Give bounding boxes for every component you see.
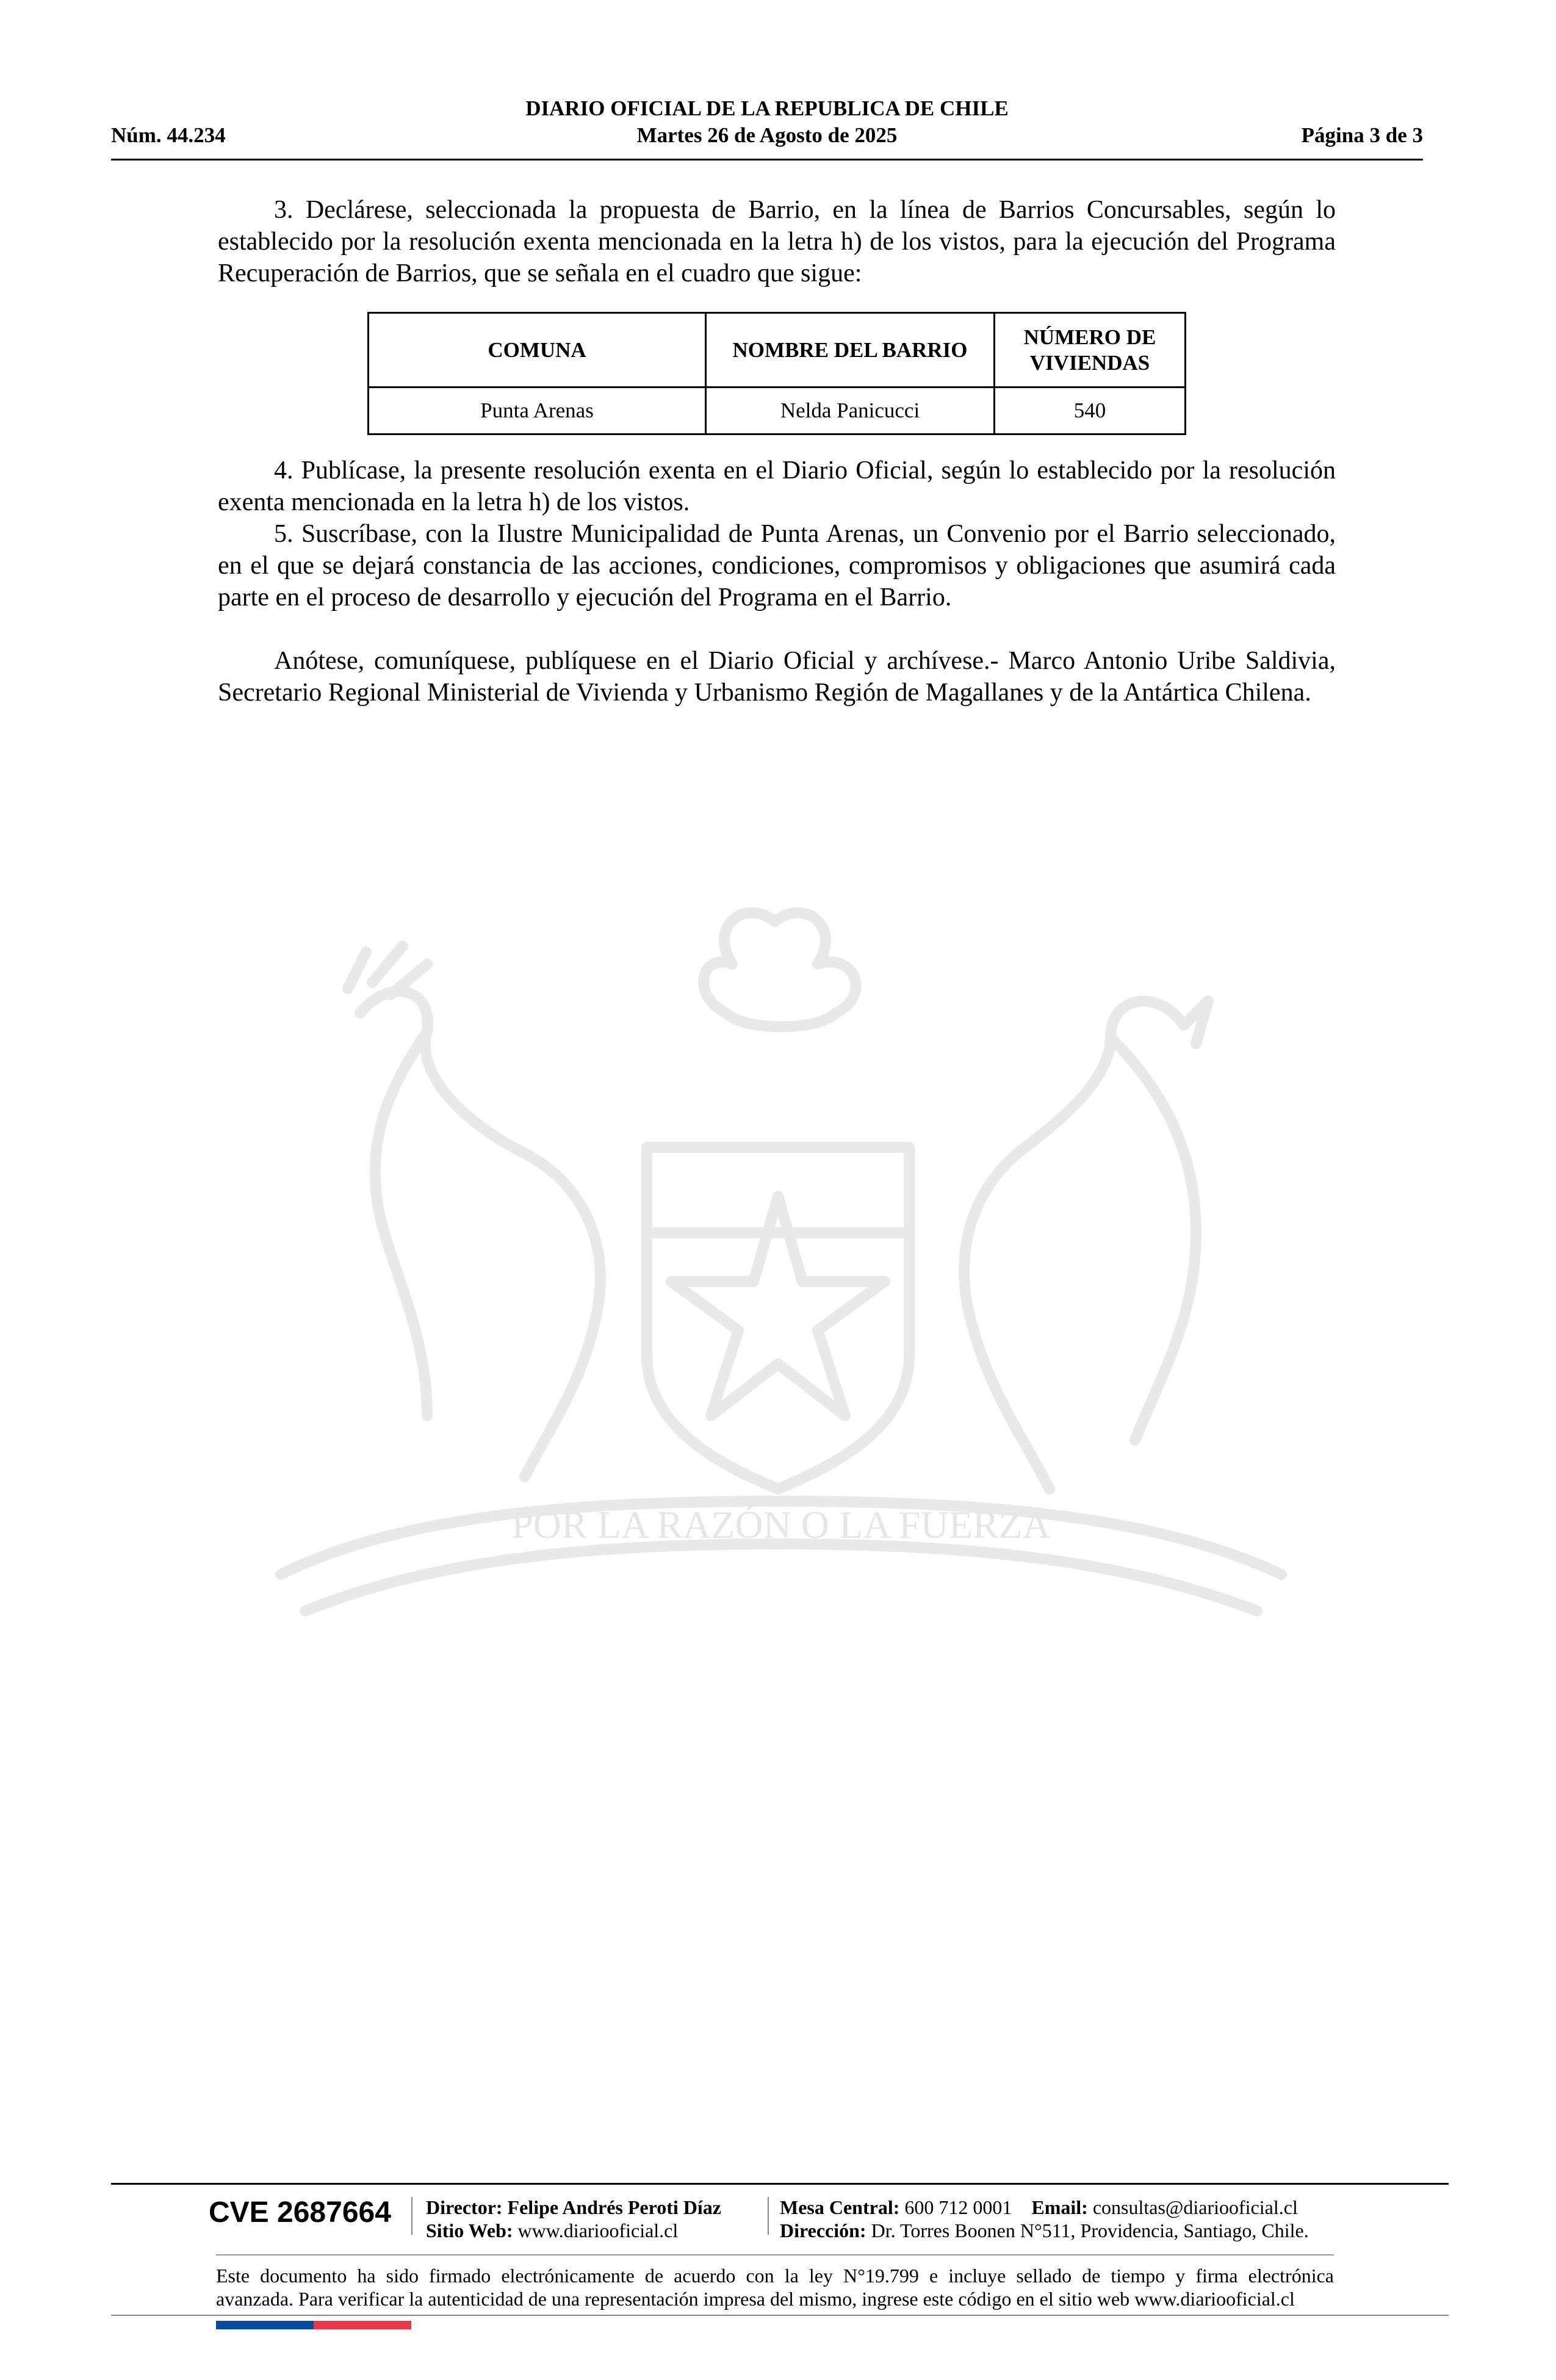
cell-comuna: Punta Arenas [369,388,706,435]
cell-nombre: Nelda Panicucci [706,388,995,435]
newspaper-title: DIARIO OFICIAL DE LA REPUBLICA DE CHILE [525,96,1009,120]
address-value: Dr. Torres Boonen N°511, Providencia, Santiago, Chile. [871,2220,1309,2241]
page-header [111,93,1423,160]
address-label: Dirección: [780,2220,866,2241]
footer-note-line-1: Este documento ha sido firmado electrónicamente de acuerdo con la ley N°19.799 e incluye sellado de tiempo y firma electrónica [216,2265,1334,2287]
web-label: Sitio Web: [426,2220,513,2241]
column-header-viviendas: NÚMERO DE VIVIENDAS [995,313,1186,388]
motto-text: POR LA RAZÓN O LA FUERZA [511,1503,1051,1546]
paragraph-4: 4. Publícase, la presente resolución exenta en el Diario Oficial, según lo establecido por la resolución exenta mencionada en la letra h) de los vistos. [218,456,1336,516]
closing-paragraph: Anótese, comuníquese, publíquese en el Diario Oficial y archívese.- Marco Antonio Uribe Saldivia, Secretario Regional Ministerial de Vivienda y Urbanismo Región de Magallanes y de la Antártica Chilena. [218,647,1336,707]
email-label: Email: [1031,2196,1088,2218]
flag-bar-red [314,2321,411,2329]
table-container [218,289,1336,455]
phone-label: Mesa Central: [780,2196,900,2218]
web-link[interactable]: www.diariooficial.cl [517,2220,679,2241]
footer-bottom-rule [111,2315,1449,2316]
phone-value: 600 712 0001 [904,2196,1012,2218]
issue-date: Martes 26 de Agosto de 2025 [636,123,898,147]
cell-viviendas: 540 [995,388,1186,435]
barrio-table [367,312,1186,435]
page-indicator: Página 3 de 3 [1301,123,1423,147]
page-footer [111,2183,1449,2331]
column-header-comuna: COMUNA [369,313,706,388]
email-link[interactable]: consultas@diariooficial.cl [1092,2196,1298,2218]
director-label: Director: [426,2196,503,2218]
chile-coat-of-arms-icon [207,891,1355,1672]
spacer [218,613,1336,645]
director-name: Felipe Andrés Peroti Díaz [507,2196,721,2218]
footer-divider [411,2197,412,2235]
footer-director-block [426,2196,721,2242]
flag-bar-blue [216,2321,314,2329]
table-header-row [369,313,1186,388]
footer-contact-block [780,2196,1309,2242]
footer-divider [768,2197,769,2235]
issue-number: Núm. 44.234 [111,123,226,147]
footer-rule [216,2254,1334,2256]
table-row [369,388,1186,435]
footer-note-line-2: avanzada. Para verificar la autenticidad de una representación impresa del mismo, ingrese este código en el sitio web www.diariooficial.cl [216,2288,1295,2310]
document-body [218,194,1336,709]
paragraph-3: 3. Declárese, seleccionada la propuesta de Barrio, en la línea de Barrios Concursables, según lo establecido por la resolución exenta mencionada en la letra h) de los vistos, para la ejecución del Programa Recuperación de Barrios, que se señala en el cuadro que sigue: [218,196,1336,287]
cve-code: CVE 2687664 [209,2196,391,2229]
paragraph-5: 5. Suscríbase, con la Ilustre Municipalidad de Punta Arenas, un Convenio por el Barrio seleccionado, en el que se dejará constancia de las acciones, condiciones, compromisos y obligaciones que asumirá cada parte en el proceso de desarrollo y ejecución del Programa en el Barrio. [218,520,1336,611]
column-header-nombre: NOMBRE DEL BARRIO [706,313,995,388]
